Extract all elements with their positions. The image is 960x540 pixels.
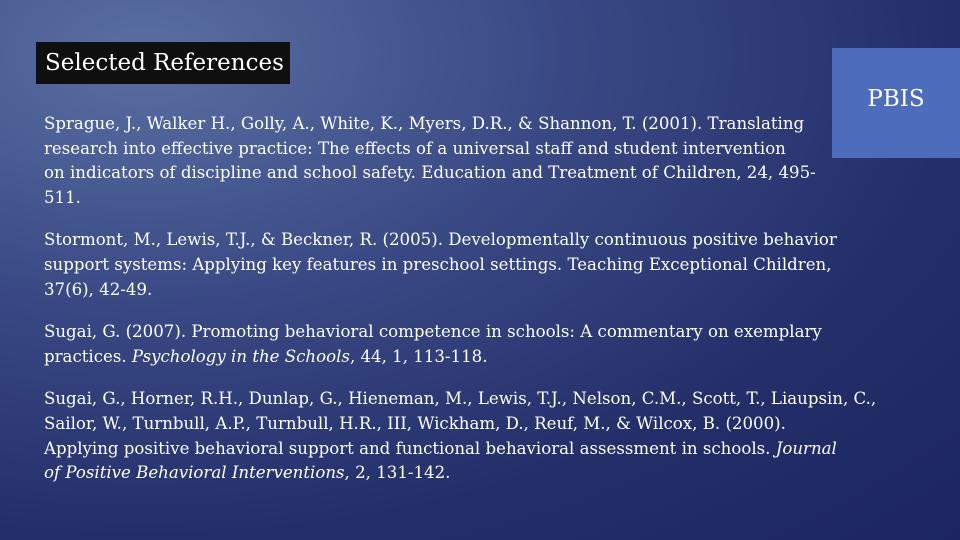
reference-text: practices. — [44, 346, 132, 366]
reference-line — [44, 345, 894, 370]
reference-text: Applying positive behavioral support and functional behavioral assessment in schools. — [44, 438, 776, 458]
slide-title: Selected References — [45, 50, 284, 76]
reference-sprague-2001 — [44, 112, 894, 210]
reference-list — [44, 112, 894, 504]
reference-line: on indicators of discipline and school safety. Education and Treatment of Children, 24, 495- — [44, 163, 816, 183]
reference-line: support systems: Applying key features in preschool settings. Teaching Exceptional Children, — [44, 254, 832, 274]
reference-line: Sugai, G. (2007). Promoting behavioral competence in schools: A commentary on exemplary — [44, 322, 822, 342]
reference-line — [44, 437, 894, 462]
reference-line: research into effective practice: The effects of a universal staff and student intervention — [44, 138, 786, 158]
reference-line: Sugai, G., Horner, R.H., Dunlap, G., Hieneman, M., Lewis, T.J., Nelson, C.M., Scott, T., Liaupsin, C., — [44, 389, 877, 409]
reference-line: 511. — [44, 187, 81, 207]
journal-title: of Positive Behavioral Interventions — [44, 463, 345, 483]
reference-sugai-2000 — [44, 387, 894, 485]
reference-line — [44, 461, 894, 486]
journal-title: Journal — [775, 438, 837, 458]
reference-line: Sailor, W., Turnbull, A.P., Turnbull, H.R., III, Wickham, D., Reuf, M., & Wilcox, B. (2000). — [44, 413, 786, 433]
journal-title: Psychology in the Schools — [131, 346, 350, 366]
slide-title-box — [36, 42, 290, 84]
reference-stormont-2005 — [44, 228, 894, 302]
pbis-badge-label: PBIS — [867, 86, 925, 112]
reference-text: , 2, 131-142. — [344, 463, 451, 483]
reference-line: Stormont, M., Lewis, T.J., & Beckner, R. (2005). Developmentally continuous positive behavior — [44, 230, 837, 250]
reference-text: , 44, 1, 113-118. — [349, 346, 488, 366]
reference-sugai-2007 — [44, 320, 894, 369]
reference-line: 37(6), 42-49. — [44, 279, 153, 299]
reference-line: Sprague, J., Walker H., Golly, A., White, K., Myers, D.R., & Shannon, T. (2001). Translating — [44, 114, 805, 133]
